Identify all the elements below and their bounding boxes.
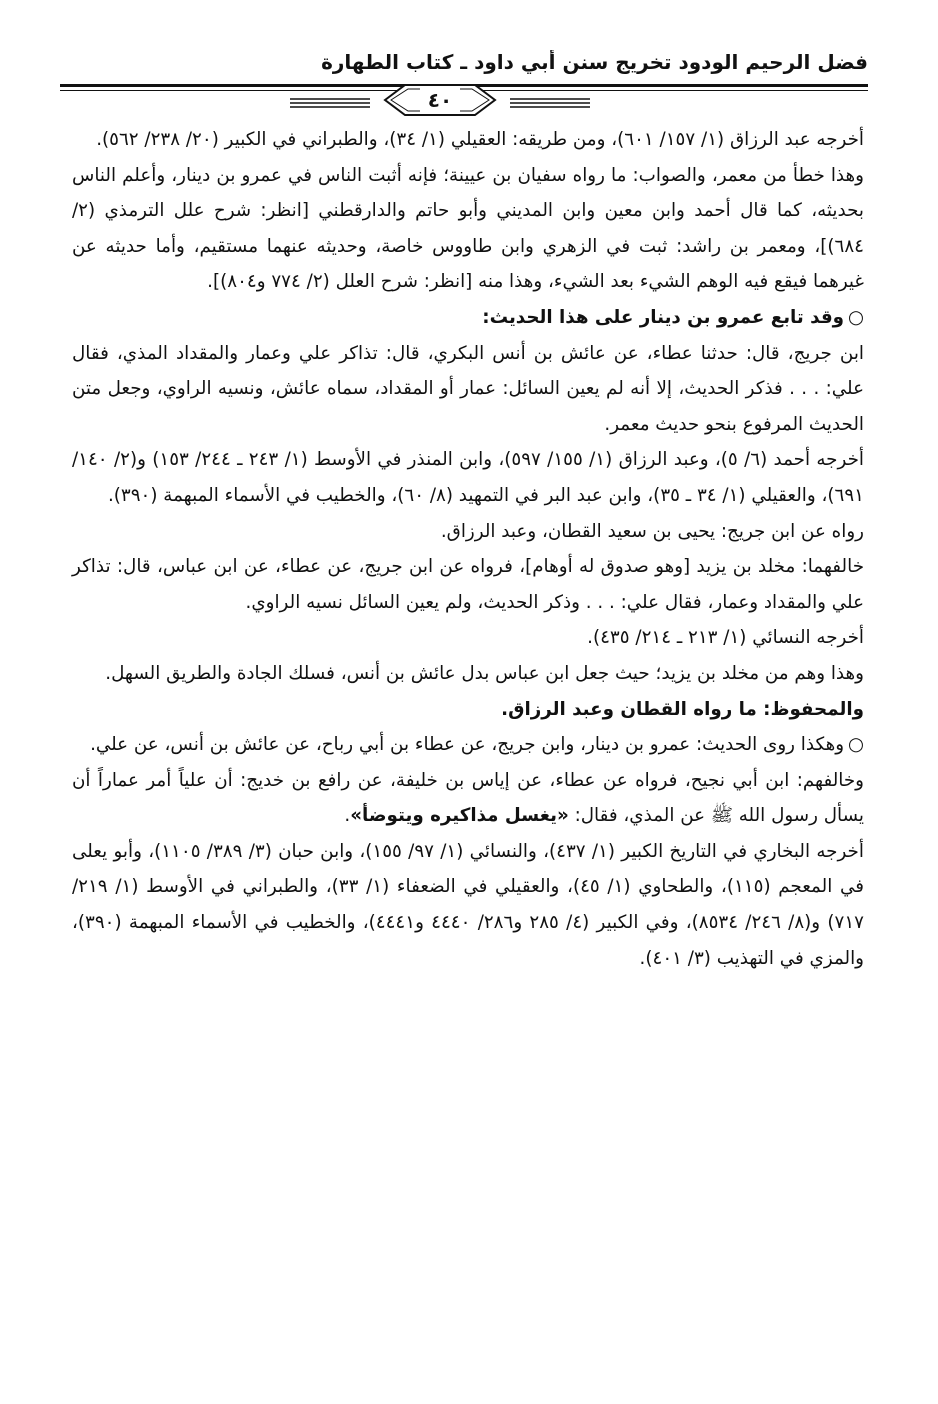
paragraph-1: أخرجه عبد الرزاق (١/ ١٥٧/ ٦٠١)، ومن طريقه: العقيلي (١/ ٣٤)، والطبراني في الكبير (٢٠/ ٢٣٨/ ٥٦٢). <box>96 129 864 150</box>
page-number-ornament <box>375 82 505 118</box>
paragraph-4: ابن جريج، قال: حدثنا عطاء، عن عائش بن أنس البكري، قال: تذاكر علي وعمار والمقداد المذي، فقال علي: . . . فذكر الحديث، إلا أنه لم يعين السائل: عمار أو المقداد، سماه عائش، ونسيه الراوي، وجعل متن الحديث المرفوع بنحو حديث معمر. <box>72 342 864 435</box>
paragraph-5: أخرجه أحمد (٦/ ٥)، وعبد الرزاق (١/ ١٥٥/ ٥٩٧)، وابن المنذر في الأوسط (١/ ٢٤٣ ـ ٢٤٤/ ١٥٣) و(٢/ ١٤٠/ ٦٩١)، والعقيلي (١/ ٣٤ ـ ٣٥)، وابن عبد البر في التمهيد (٨/ ٦٠)، والخطيب في الأسماء المبهمة (٣٩٠). <box>72 449 864 506</box>
paragraph-12 <box>72 763 864 834</box>
paragraph-7: خالفهما: مخلد بن يزيد [وهو صدوق له أوهام]، فرواه عن ابن جريج، عن عطاء، عن ابن عباس، قال: تذاكر علي والمقداد وعمار، فقال علي: . . . وذكر الحديث، ولم يعين السائل نسيه الراوي. <box>72 556 864 613</box>
paragraph-9: وهذا وهم من مخلد بن يزيد؛ حيث جعل ابن عباس بدل عائش بن أنس، فسلك الجادة والطريق السهل. <box>105 662 864 684</box>
paragraph-13: أخرجه البخاري في التاريخ الكبير (١/ ٤٣٧)، والنسائي (١/ ٩٧/ ١٥٥)، وابن حبان (٣/ ٣٨٩/ ١١٠٥)، وأبو يعلى في المعجم (١١٥)، والطحاوي (١/ ٤٥)، والعقيلي في الضعفاء (١/ ٣٣)، والطبراني في الأوسط (١/ ٢١٩/ ٧١٧) و(٨/ ٢٤٦/ ٨٥٣٤)، وفي الكبير (٤/ ٢٨٥ و٢٨٦/ ٤٤٤٠ و٤٤٤١)، والخطيب في الأسماء المبهمة (٣٩٠)، والمزي في التهذيب (٣/ ٤٠١). <box>72 840 864 969</box>
ornament-lines-right <box>510 96 590 110</box>
main-text <box>72 122 864 976</box>
paragraph-12-end: . <box>344 805 351 827</box>
paragraph-6: رواه عن ابن جريج: يحيى بن سعيد القطان، وعبد الرزاق. <box>440 520 864 542</box>
paragraph-12-text: وخالفهم: ابن أبي نجيح، فرواه عن عطاء، عن إياس بن خليفة، عن رافع بن خديج: أن علياً أمر عماراً أن يسأل رسول الله ﷺ عن المذي، فقال: <box>72 769 864 827</box>
hadith-quote: «يغسل مذاكيره ويتوضأ» <box>350 805 569 827</box>
page-number: ٤٠ <box>420 88 460 112</box>
paragraph-8: أخرجه النسائي (١/ ٢١٣ ـ ٢١٤/ ٤٣٥). <box>587 627 864 649</box>
circle-bullet-icon: ○ <box>848 734 864 756</box>
running-title: فضل الرحيم الودود تخريج سنن أبي داود ـ كتاب الطهارة <box>321 50 868 74</box>
paragraph-11 <box>72 727 864 763</box>
paragraph-3-text: وقد تابع عمرو بن دينار على هذا الحديث: <box>482 306 845 328</box>
paragraph-11-text: وهكذا روى الحديث: عمرو بن دينار، وابن جريج، عن عطاء بن أبي رباح، عن عائش بن أنس، عن علي. <box>90 734 845 756</box>
ornament-lines-left <box>290 96 370 110</box>
paragraph-2: وهذا خطأ من معمر، والصواب: ما رواه سفيان بن عيينة؛ فإنه أثبت الناس في عمرو بن دينار، وأعلم الناس بحديثه، كما قال أحمد وابن معين وابن المديني وأبو حاتم والدارقطني [انظر: شرح علل الترمذي (٢/ ٦٨٤)]، ومعمر بن راشد: ثبت في الزهري وابن طاووس خاصة، وحديثه عنهما مستقيم، وأما حديثه عن غيرهما فيقع فيه الوهم الشيء بعد الشيء، وهذا منه [انظر: شرح العلل (٢/ ٧٧٤ و٨٠٤)]. <box>72 164 864 293</box>
paragraph-10: والمحفوظ: ما رواه القطان وعبد الرزاق. <box>501 698 864 720</box>
paragraph-3-heading <box>72 300 864 336</box>
circle-bullet-icon: ○ <box>848 306 864 328</box>
